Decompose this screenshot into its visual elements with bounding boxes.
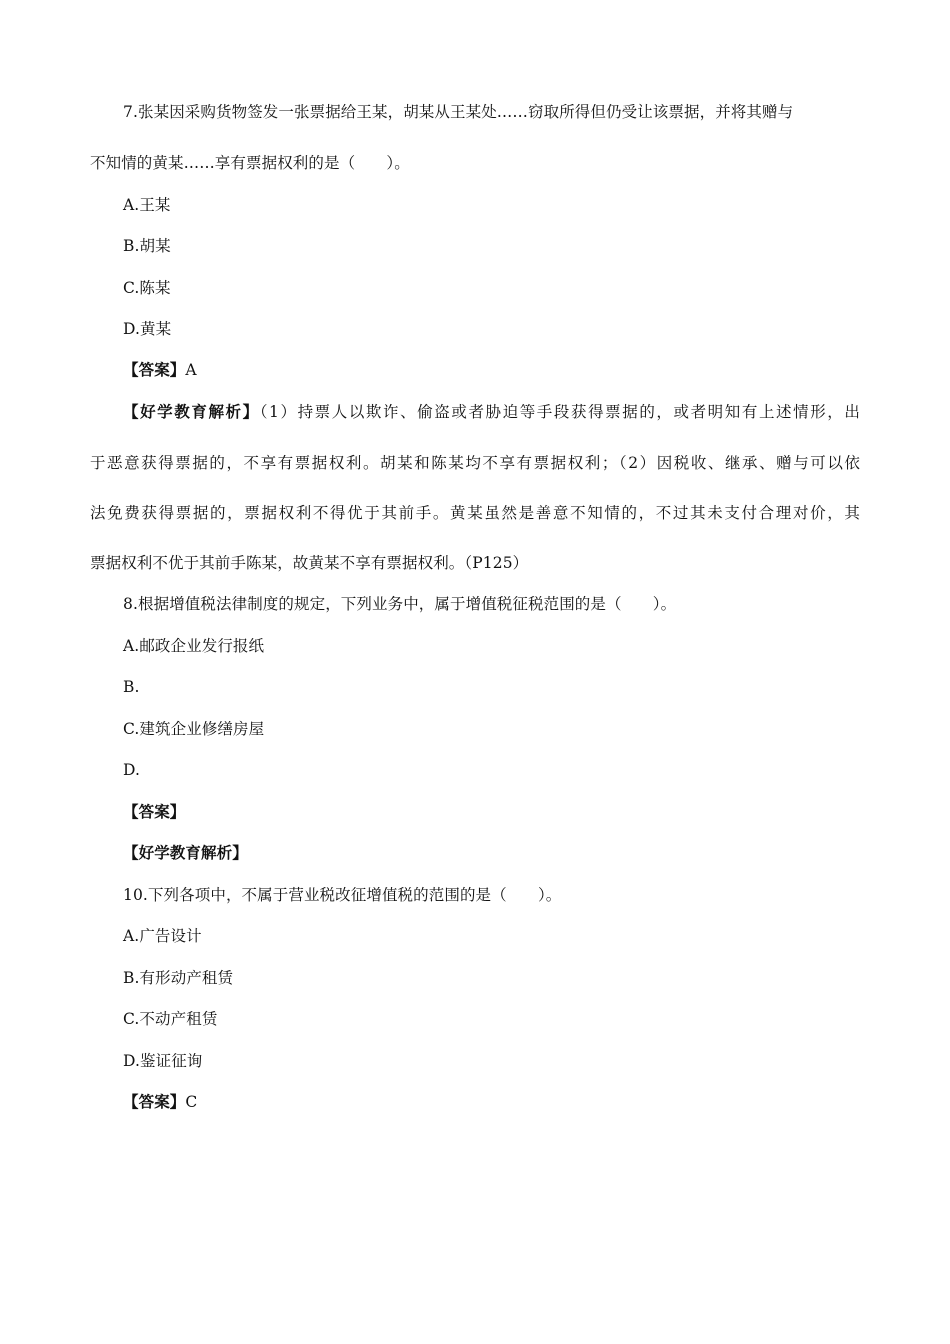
question-10-option-c: C.不动产租赁	[123, 1010, 218, 1028]
question-10-answer	[123, 1092, 197, 1112]
question-10-stem: 10.下列各项中，不属于营业税改征增值税的范围的是（ ）。	[123, 886, 562, 904]
question-10-option-b: B.有形动产租赁	[123, 969, 234, 987]
answer-value: A	[185, 361, 197, 379]
question-7-stem-line-1: 7.张某因采购货物签发一张票据给王某，胡某从王某处……窃取所得但仍受让该票据，并将其赠与	[123, 103, 794, 121]
question-7-analysis-line-4: 票据权利不优于其前手陈某，故黄某不享有票据权利。（P125）	[90, 554, 529, 572]
question-8-option-b: B.	[123, 678, 140, 696]
question-7-analysis-line-1	[123, 402, 860, 422]
question-8-option-c: C.建筑企业修缮房屋	[123, 720, 265, 738]
question-8-option-d: D.	[123, 761, 141, 779]
question-8-analysis-label: 【好学教育解析】	[123, 843, 248, 862]
question-7-answer	[123, 360, 197, 380]
analysis-text: （1）持票人以欺诈、偷盗或者胁迫等手段获得票据的，或者明知有上述情形，出	[259, 403, 860, 421]
answer-label: 【答案】	[123, 1092, 186, 1111]
analysis-label: 【好学教育解析】	[123, 402, 260, 421]
question-7-option-d: D.黄某	[123, 320, 172, 338]
question-7-option-c: C.陈某	[123, 279, 171, 297]
question-7-stem-line-2: 不知情的黄某……享有票据权利的是（ ）。	[90, 154, 410, 172]
question-7-analysis-line-3: 法免费获得票据的，票据权利不得优于其前手。黄某虽然是善意不知情的，不过其未支付合理对价，其	[90, 504, 860, 522]
question-7-option-b: B.胡某	[123, 237, 171, 255]
answer-label: 【答案】	[123, 360, 186, 379]
question-7-option-a: A.王某	[123, 196, 171, 214]
answer-value: C	[185, 1093, 198, 1111]
question-10-option-d: D.鉴证征询	[123, 1052, 203, 1070]
question-8-answer-label: 【答案】	[123, 802, 186, 821]
question-8-stem: 8.根据增值税法律制度的规定，下列业务中，属于增值税征税范围的是（ ）。	[123, 595, 677, 613]
question-10-option-a: A.广告设计	[123, 927, 202, 945]
question-8-option-a: A.邮政企业发行报纸	[123, 637, 265, 655]
question-7-analysis-line-2: 于恶意获得票据的，不享有票据权利。胡某和陈某均不享有票据权利；（2）因税收、继承、赠与可以依	[90, 454, 860, 472]
